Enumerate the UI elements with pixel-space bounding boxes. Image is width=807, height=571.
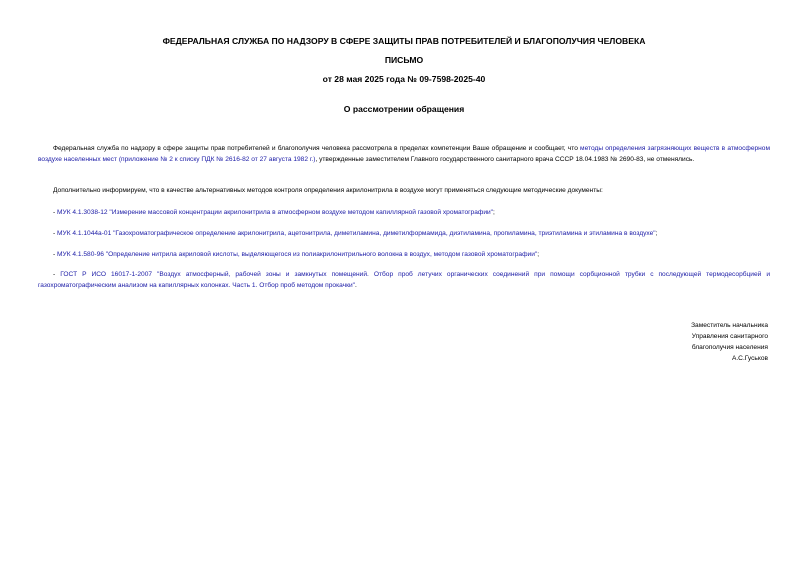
paragraph-additional: Дополнительно информируем, что в качестве альтернативных методов контроля определения акрилонитрила в воздухе могут применяться следующие методические документы:	[53, 187, 603, 194]
list-item-dash: -	[53, 230, 58, 237]
list-item-dash: -	[53, 251, 58, 258]
link-gost-16017-1-2007[interactable]: ГОСТ Р ИСО 16017-1-2007 "Воздух атмосферный, рабочей зоны и замкнутых помещений. Отбор проб летучих органических соединений при помощи сорбционной трубки с последующей термодесорбцией и газохроматографическим анализом на капиллярных колонках. Часть 1. Отбор проб методом прокачки"	[38, 271, 770, 289]
list-item-muk-1044a-01	[38, 228, 770, 239]
list-item-gost-16017-1-2007	[38, 269, 770, 291]
paragraph-intro	[38, 143, 770, 165]
link-muk-580-96[interactable]: МУК 4.1.580-96 "Определение нитрила акриловой кислоты, выделяющегося из полиакрилонитрильного волокна в воздух, методом газовой хроматографии"	[57, 251, 538, 258]
signature-block	[568, 320, 768, 364]
list-item-suffix: .	[354, 282, 357, 289]
list-item-muk-3038-12	[38, 207, 770, 218]
signature-position-line-1: Заместитель начальника	[691, 322, 768, 329]
signature-position-line-2: Управления санитарного	[691, 333, 768, 340]
paragraph-intro-text-start: Федеральная служба по надзору в сфере защиты прав потребителей и благополучия человека рассмотрела в пределах компетенции Ваше обращение и сообщает, что	[53, 145, 581, 152]
paragraph-intro-text-end: , утвержденные заместителем Главного государственного санитарного врача СССР 18.04.1983 № 2690-83, не отменялись.	[315, 156, 695, 163]
list-item-suffix: ;	[493, 209, 495, 216]
date-number-heading: от 28 мая 2025 года № 09-7598-2025-40	[322, 74, 486, 84]
list-item-suffix: ;	[655, 230, 658, 237]
document-page	[38, 0, 770, 571]
list-item-dash: -	[53, 209, 58, 216]
subject-heading: О рассмотрении обращения	[343, 104, 465, 114]
link-muk-1044a-01[interactable]: МУК 4.1.1044а-01 "Газохроматографическое определение акрилонитрила, ацетонитрила, диметиламина, диметилформамида, диэтиламина, пропиламина, триэтиламина и этиламина в воздухе"	[57, 230, 656, 237]
list-item-dash: -	[53, 271, 61, 278]
list-item-muk-580-96	[38, 249, 770, 260]
link-muk-3038-12[interactable]: МУК 4.1.3038-12 "Измерение массовой концентрации акрилонитрила в атмосферном воздухе методом капиллярной газовой хроматографии"	[57, 209, 494, 216]
list-item-suffix: ;	[537, 251, 540, 258]
signature-position-line-3: благополучия населения	[691, 344, 768, 351]
link-methods-pdk-2616-82[interactable]: методы определения загрязняющих веществ в атмосферном воздухе населенных мест (приложение № 2 к списку ПДК № 2616-82 от 27 августа 1982 г.)	[38, 145, 770, 163]
signature-name: А.С.Гуськов	[731, 355, 768, 362]
doc-type-heading: ПИСЬМО	[384, 55, 424, 65]
agency-heading: ФЕДЕРАЛЬНАЯ СЛУЖБА ПО НАДЗОРУ В СФЕРЕ ЗАЩИТЫ ПРАВ ПОТРЕБИТЕЛЕЙ И БЛАГОПОЛУЧИЯ ЧЕЛОВЕКА	[162, 36, 646, 46]
